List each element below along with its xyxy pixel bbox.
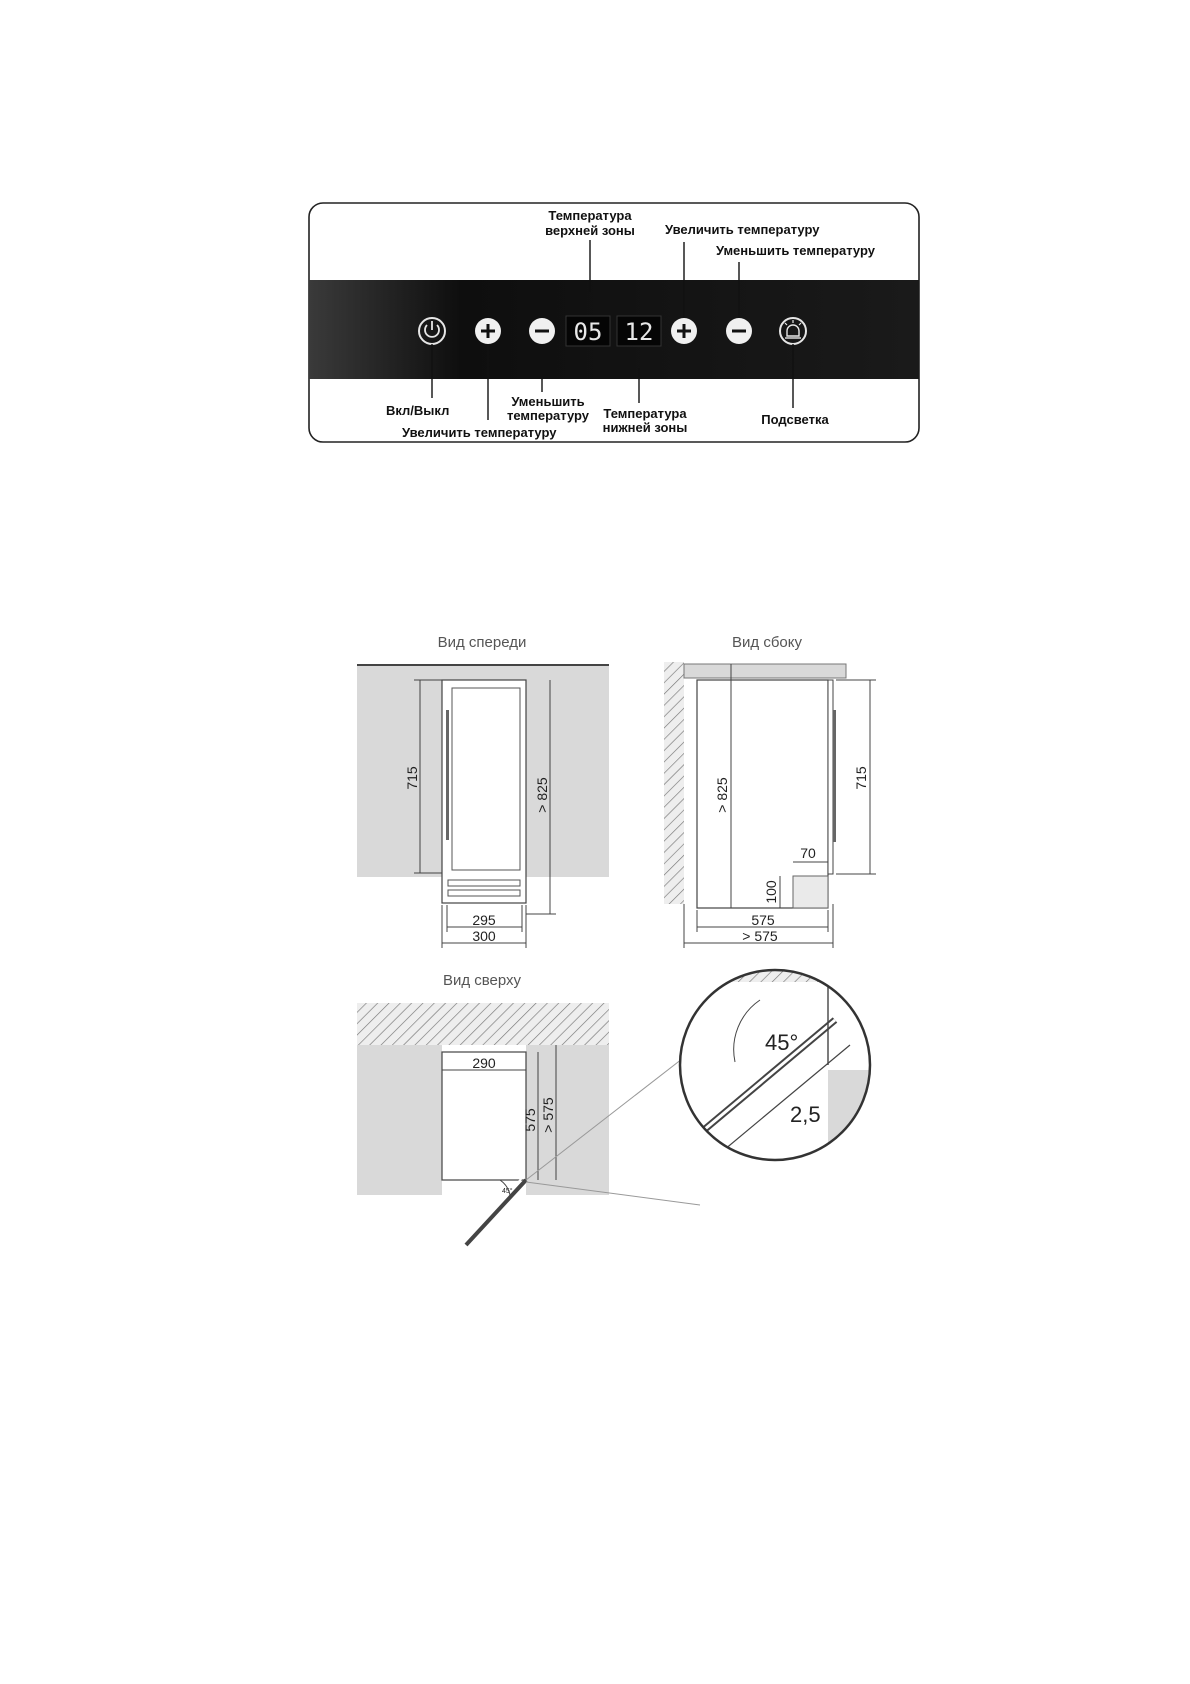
wall-hatch	[664, 662, 684, 904]
dim-side-715: 715	[853, 766, 869, 790]
door-side	[828, 680, 833, 874]
countertop	[684, 664, 846, 678]
vent-block	[793, 876, 828, 908]
control-strip	[309, 280, 919, 379]
decrease-temp-button-upper[interactable]	[726, 318, 752, 344]
dim-side-100: 100	[763, 880, 779, 904]
display-lower-zone	[617, 316, 661, 346]
detail-magnifier	[660, 960, 878, 1170]
label-decrease-temp-top: Уменьшить температуру	[716, 243, 875, 258]
dim-top-575: 575	[522, 1108, 538, 1132]
dim-front-715: 715	[404, 766, 420, 790]
dim-top-angle-small: 45°	[502, 1188, 513, 1195]
side-view-title: Вид сбоку	[732, 634, 802, 651]
front-view	[357, 634, 609, 948]
dim-side-575-niche: > 575	[742, 928, 778, 944]
label-increase-temp-top: Увеличить температуру	[665, 222, 820, 237]
glass-door	[452, 688, 520, 870]
label-lower-temp-line2: нижней зоны	[602, 420, 688, 435]
label-decrease-temp-line2: температуру	[506, 408, 590, 423]
label-power: Вкл/Выкл	[386, 403, 450, 418]
dim-side-575: 575	[751, 912, 775, 928]
increase-temp-button-lower[interactable]	[475, 318, 501, 344]
cabinet-top	[442, 1052, 526, 1180]
label-decrease-temp-line1: Уменьшить	[511, 394, 585, 409]
door-handle	[446, 710, 449, 840]
control-panel	[309, 203, 919, 442]
label-upper-temp-line1: Температура	[548, 208, 632, 223]
dim-front-825: > 825	[534, 777, 550, 813]
dim-top-575-niche: > 575	[540, 1097, 556, 1133]
label-increase-temp-bottom: Увеличить температуру	[402, 425, 557, 440]
dim-front-300: 300	[472, 928, 496, 944]
label-light: Подсветка	[761, 412, 829, 427]
display-upper-value: 05	[573, 318, 603, 346]
increase-temp-button-upper[interactable]	[671, 318, 697, 344]
top-view-title: Вид сверху	[442, 972, 522, 989]
back-wall-hatch	[357, 1003, 609, 1045]
label-upper-temp-line2: верхней зоны	[545, 223, 635, 238]
dim-front-295: 295	[472, 912, 496, 928]
top-view	[357, 960, 878, 1245]
dim-side-70: 70	[800, 845, 816, 861]
display-upper-zone	[566, 316, 610, 346]
display-lower-value: 12	[624, 318, 654, 346]
side-wall-left	[357, 1045, 442, 1195]
dim-detail-gap: 2,5	[790, 1102, 821, 1127]
side-view	[664, 634, 876, 948]
label-lower-temp-line1: Температура	[603, 406, 687, 421]
decrease-temp-button-lower[interactable]	[529, 318, 555, 344]
front-view-title: Вид спереди	[437, 634, 527, 651]
dim-detail-angle: 45°	[765, 1030, 799, 1055]
dim-side-825: > 825	[714, 777, 730, 813]
dim-top-290: 290	[472, 1055, 496, 1071]
